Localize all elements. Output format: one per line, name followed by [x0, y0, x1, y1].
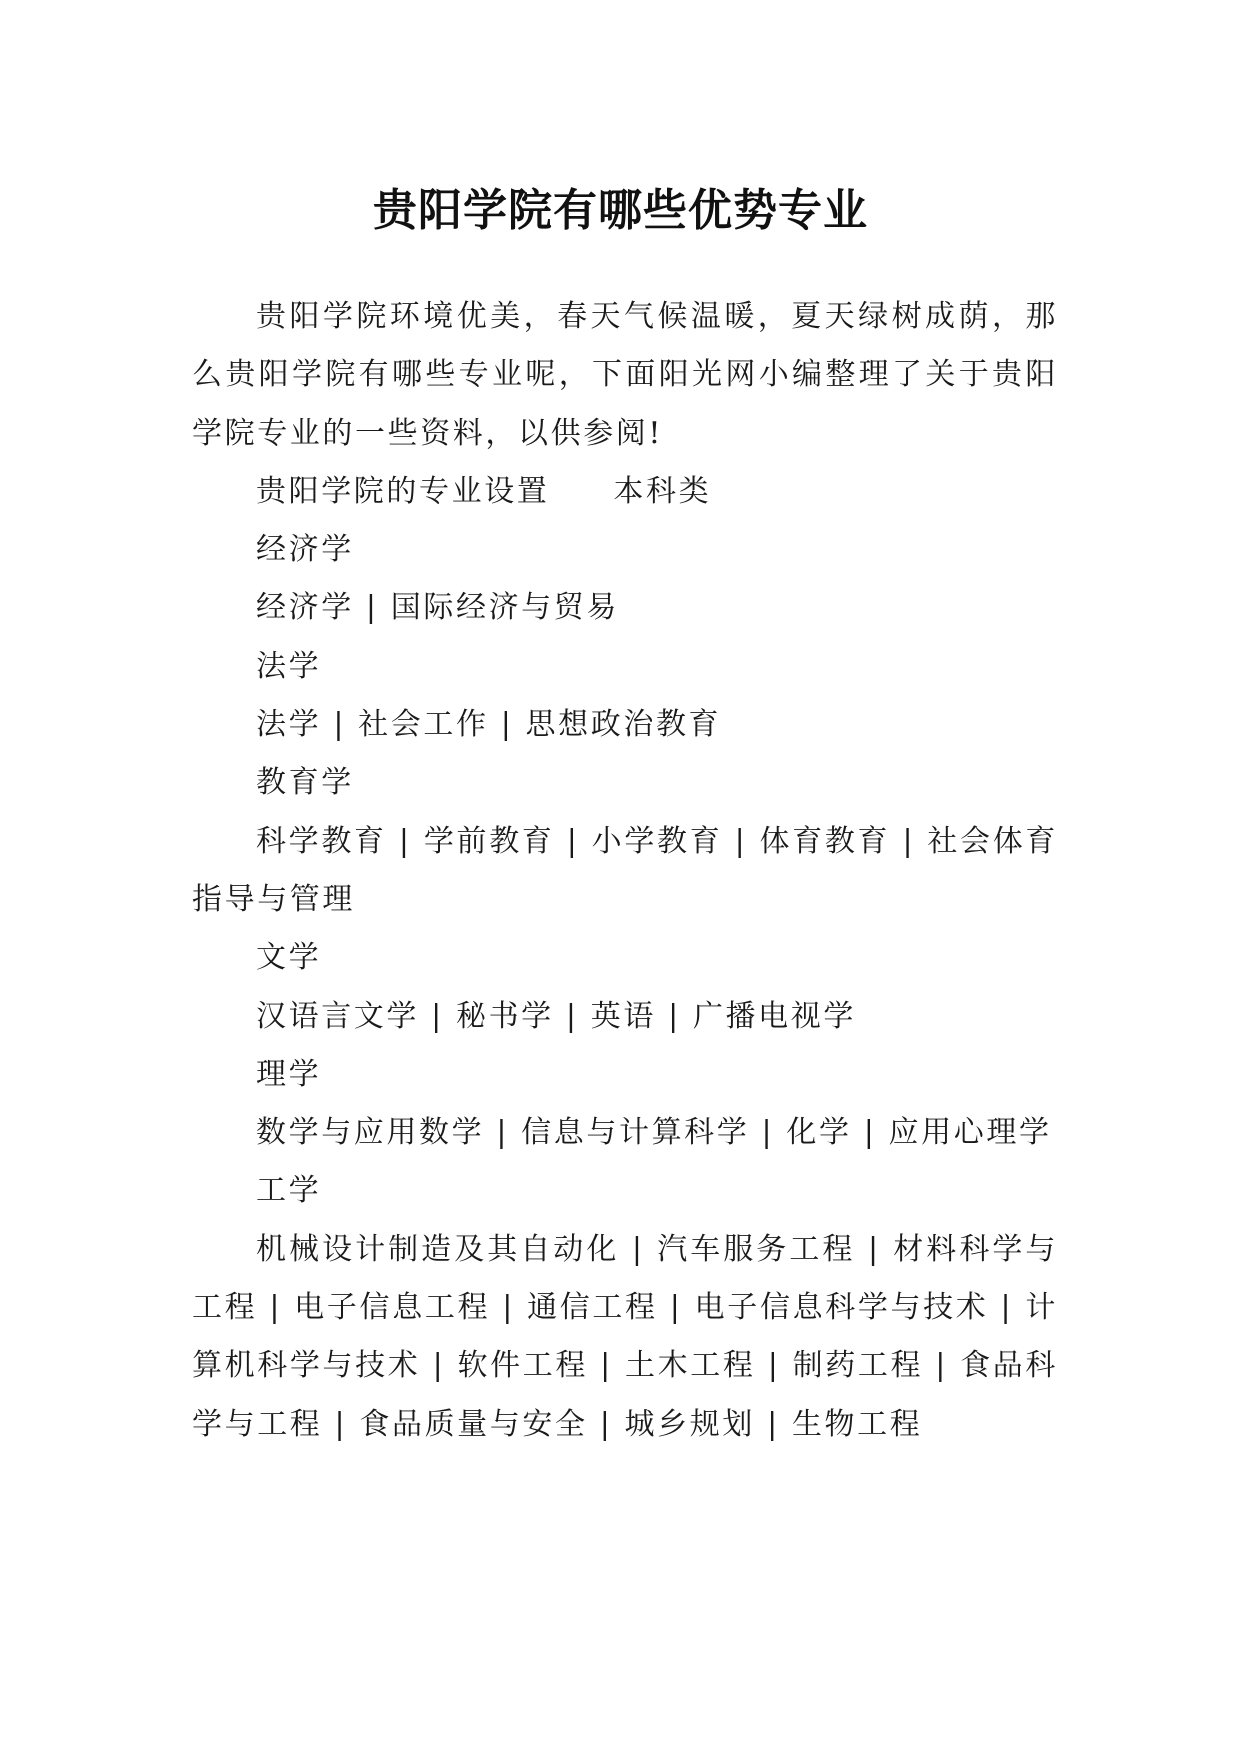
discipline-name: 经济学	[256, 532, 354, 568]
discipline-name: 教育学	[256, 765, 354, 801]
discipline-name: 法学	[256, 648, 322, 684]
discipline-name: 文学	[256, 940, 322, 976]
discipline-name: 理学	[256, 1056, 322, 1092]
section-heading: 贵阳学院的专业设置	[256, 473, 550, 509]
discipline-majors: 经济学 | 国际经济与贸易	[256, 590, 619, 626]
discipline-majors: 法学 | 社会工作 | 思想政治教育	[256, 707, 722, 743]
discipline-name: 工学	[256, 1173, 322, 1209]
discipline-majors: 数学与应用数学 | 信息与计算科学 | 化学 | 应用心理学	[256, 1115, 1052, 1151]
document-body	[192, 288, 1058, 1454]
page-title: 贵阳学院有哪些优势专业	[373, 185, 868, 237]
discipline-majors: 科学教育 | 学前教育 | 小学教育 | 体育教育 | 社会体育指导与管理	[192, 823, 1058, 917]
intro-paragraph: 贵阳学院环境优美，春天气候温暖，夏天绿树成荫，那么贵阳学院有哪些专业呢，下面阳光网小编整理了关于贵阳学院专业的一些资料，以供参阅!	[192, 299, 1058, 451]
discipline-majors: 汉语言文学 | 秘书学 | 英语 | 广播电视学	[256, 998, 856, 1034]
section-category: 本科类	[613, 473, 712, 509]
section-heading-line	[192, 463, 1058, 521]
discipline-majors: 机械设计制造及其自动化 | 汽车服务工程 | 材料科学与工程 | 电子信息工程 | 通信工程 | 电子信息科学与技术 | 计算机科学与技术 | 软件工程 | 土木工程 | 制药工程 | 食品科学与工程 | 食品质量与安全 | 城乡规划 | 生物工程	[192, 1231, 1058, 1442]
